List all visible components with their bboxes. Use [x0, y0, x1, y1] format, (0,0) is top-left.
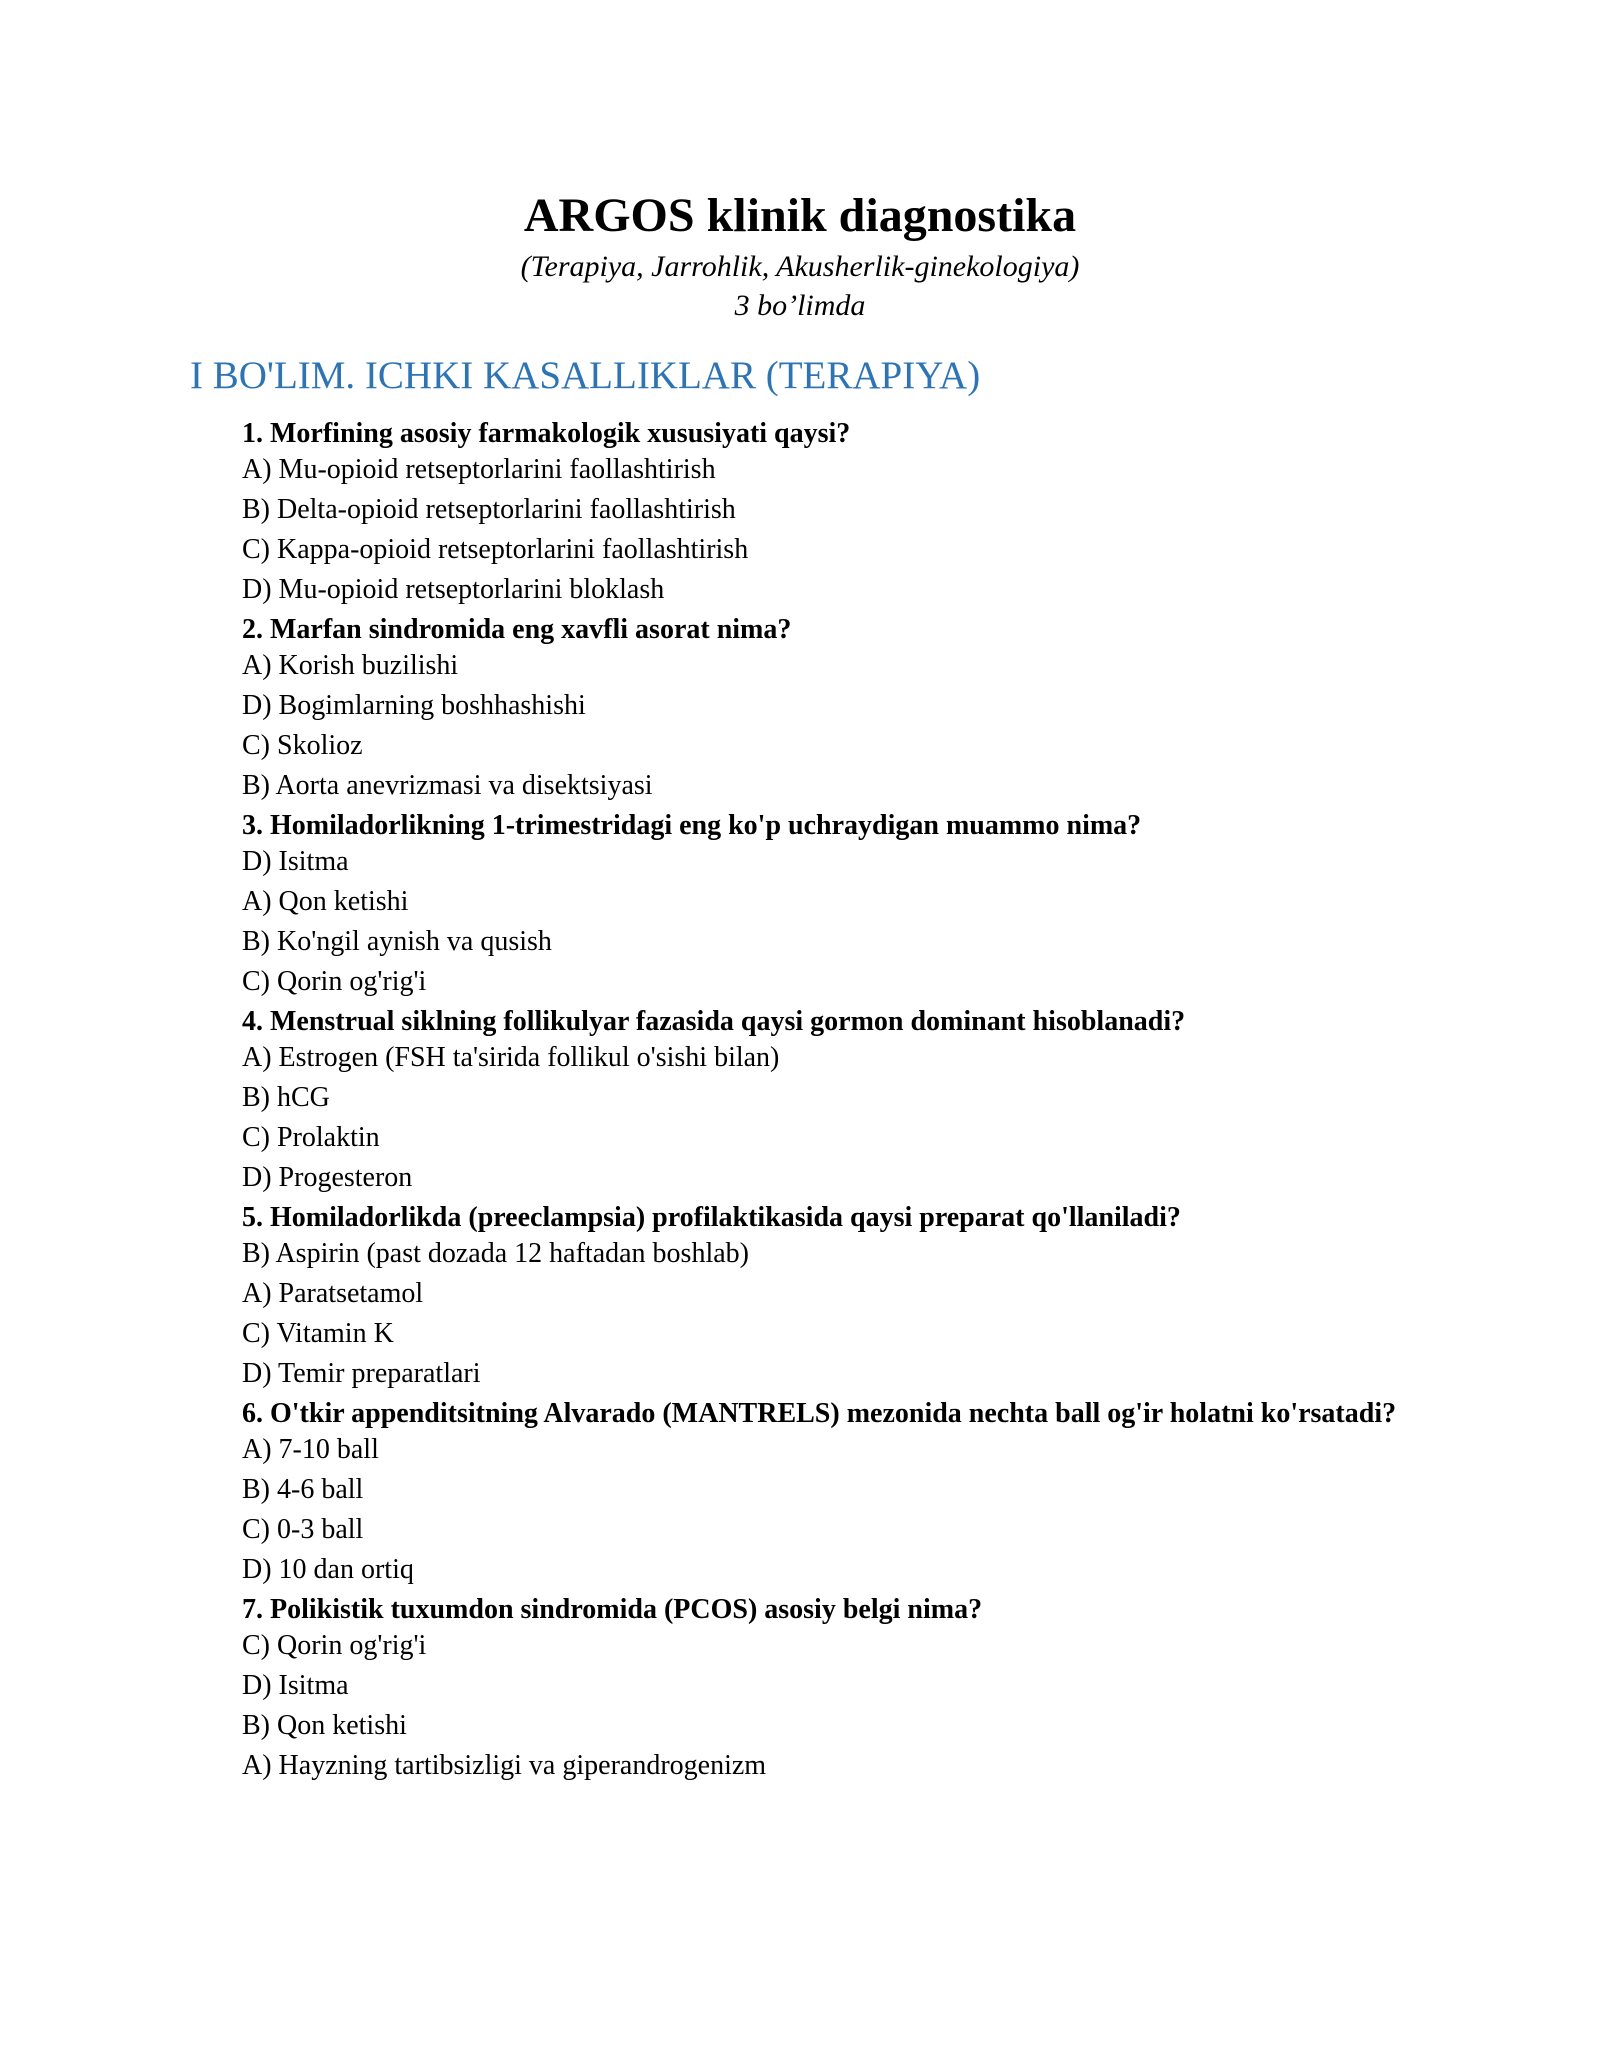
- answer-option: A) Mu-opioid retseptorlarini faollashtirish: [242, 454, 716, 485]
- document-subtitle: (Terapiya, Jarrohlik, Akusherlik-ginekologiya): [520, 250, 1080, 283]
- question-text: 3. Homiladorlikning 1-trimestridagi eng ko'p uchraydigan muammo nima?: [242, 810, 1142, 841]
- answer-option: D) Bogimlarning boshhashishi: [242, 690, 586, 721]
- answer-option: C) Qorin og'rig'i: [242, 1630, 427, 1661]
- answer-option: D) Progesteron: [242, 1162, 413, 1193]
- answer-option: B) Delta-opioid retseptorlarini faollashtirish: [242, 494, 736, 525]
- answer-option: D) Temir preparatlari: [242, 1358, 481, 1389]
- answer-option: A) Estrogen (FSH ta'sirida follikul o'sishi bilan): [242, 1042, 780, 1073]
- answer-option: A) Hayzning tartibsizligi va giperandrogenizm: [242, 1750, 767, 1781]
- answer-option: B) Aspirin (past dozada 12 haftadan boshlab): [242, 1238, 749, 1269]
- answer-option: D) Mu-opioid retseptorlarini bloklash: [242, 574, 665, 605]
- question-text: 5. Homiladorlikda (preeclampsia) profilaktikasida qaysi preparat qo'llaniladi?: [242, 1202, 1181, 1233]
- answer-option: C) Qorin og'rig'i: [242, 966, 427, 997]
- question-block: [242, 414, 1402, 610]
- answer-option: B) Aorta anevrizmasi va disektsiyasi: [242, 770, 653, 801]
- answer-option: B) hCG: [242, 1082, 330, 1113]
- section-heading: I BO'LIM. ICHKI KASALLIKLAR (TERAPIYA): [190, 354, 981, 397]
- answer-option: A) Qon ketishi: [242, 886, 409, 917]
- answer-option: C) Skolioz: [242, 730, 363, 761]
- answer-option: B) 4-6 ball: [242, 1474, 364, 1505]
- question-text: 6. O'tkir appenditsitning Alvarado (MANTRELS) mezonida nechta ball og'ir holatni ko'rsatadi?: [242, 1398, 1397, 1429]
- answer-option: B) Qon ketishi: [242, 1710, 407, 1741]
- question-block: [242, 1002, 1402, 1198]
- question-text: 4. Menstrual siklning follikulyar fazasida qaysi gormon dominant hisoblanadi?: [242, 1006, 1186, 1037]
- answer-option: D) Isitma: [242, 846, 349, 877]
- document-section-count: 3 bo’limda: [734, 289, 866, 322]
- answer-option: C) Prolaktin: [242, 1122, 380, 1153]
- document-title: ARGOS klinik diagnostika: [523, 189, 1077, 242]
- question-block: [242, 610, 1402, 806]
- question-block: [242, 1590, 1402, 1786]
- question-list: [242, 414, 1402, 1786]
- answer-option: A) 7-10 ball: [242, 1434, 379, 1465]
- question-text: 2. Marfan sindromida eng xavfli asorat nima?: [242, 614, 792, 645]
- answer-option: C) Kappa-opioid retseptorlarini faollashtirish: [242, 534, 749, 565]
- question-text: 1. Morfining asosiy farmakologik xususiyati qaysi?: [242, 418, 851, 449]
- answer-option: C) Vitamin K: [242, 1318, 394, 1349]
- answer-option: C) 0-3 ball: [242, 1514, 364, 1545]
- answer-option: A) Paratsetamol: [242, 1278, 424, 1309]
- answer-option: A) Korish buzilishi: [242, 650, 459, 681]
- question-text: 7. Polikistik tuxumdon sindromida (PCOS) asosiy belgi nima?: [242, 1594, 983, 1625]
- question-block: [242, 1198, 1402, 1394]
- answer-option: B) Ko'ngil aynish va qusish: [242, 926, 552, 957]
- answer-option: D) 10 dan ortiq: [242, 1554, 414, 1585]
- answer-option: D) Isitma: [242, 1670, 349, 1701]
- question-block: [242, 1394, 1402, 1590]
- question-block: [242, 806, 1402, 1002]
